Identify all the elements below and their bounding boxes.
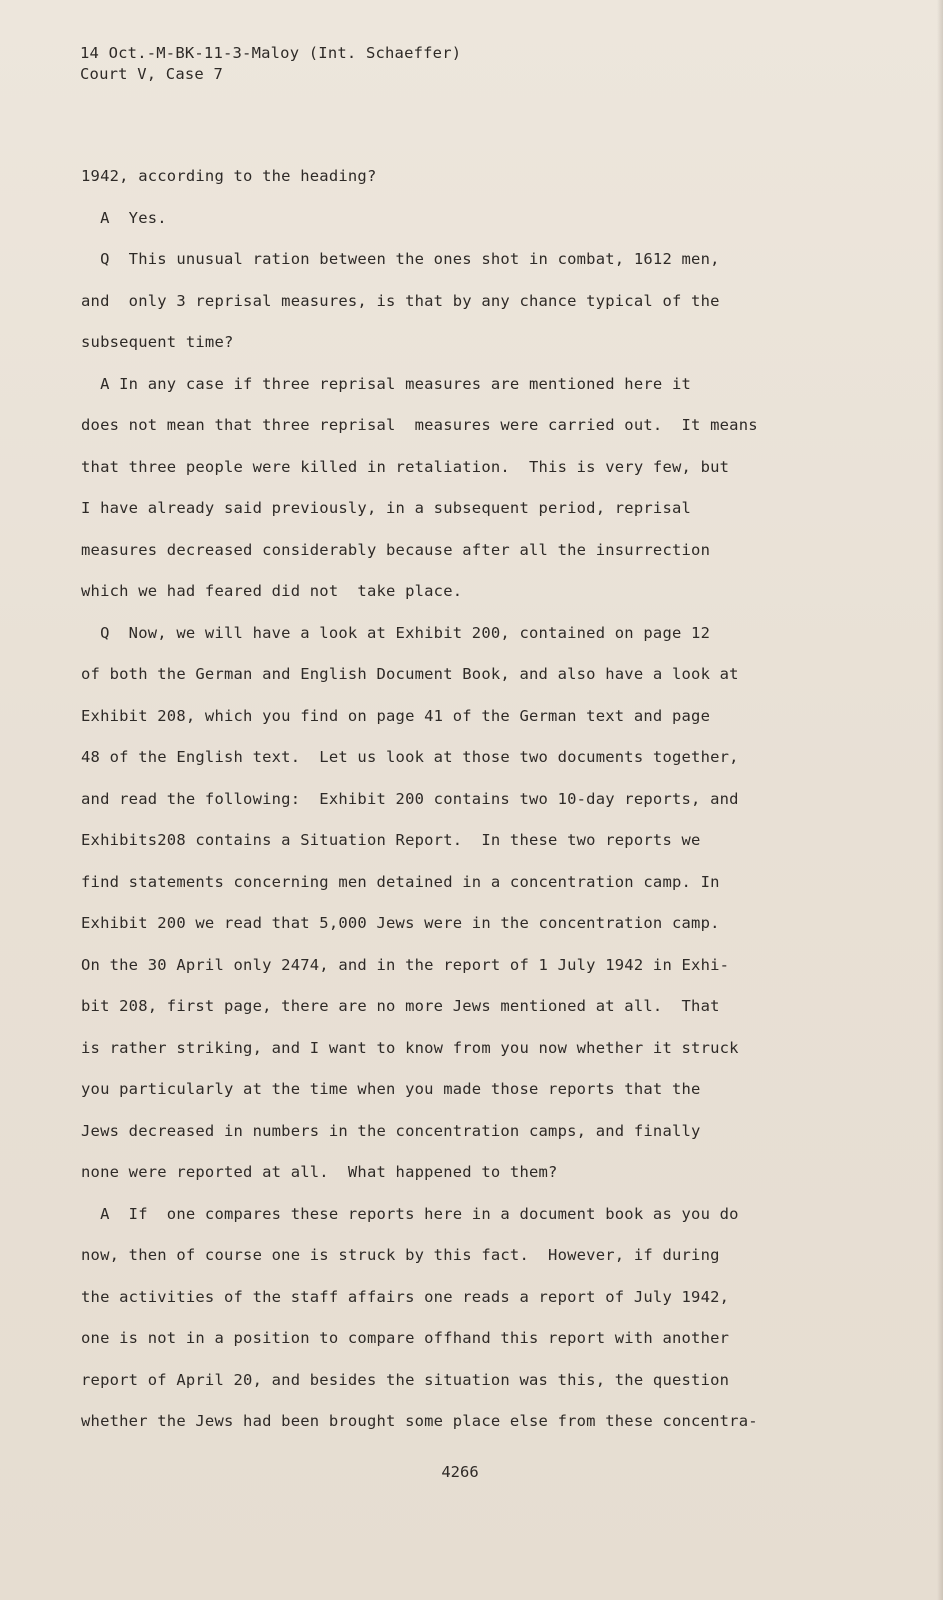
body-line: the activities of the staff affairs one reads a report of July 1942,: [81, 1287, 730, 1306]
body-line: none were reported at all. What happened to them?: [81, 1163, 558, 1181]
body-line: On the 30 April only 2474, and in the report of 1 July 1942 in Exhi-: [81, 955, 730, 974]
body-line: is rather striking, and I want to know from you now whether it struck: [81, 1038, 739, 1057]
body-line: report of April 20, and besides the situation was this, the question: [81, 1370, 730, 1389]
body-line: does not mean that three reprisal measures were carried out. It means: [81, 416, 758, 434]
body-line: Jews decreased in numbers in the concentration camps, and finally: [81, 1121, 701, 1140]
body-line: Exhibit 208, which you find on page 41 of the German text and page: [81, 706, 711, 725]
transcript-body: [81, 164, 911, 1451]
body-line: bit 208, first page, there are no more Jews mentioned at all. That: [81, 997, 720, 1015]
body-line: now, then of course one is struck by this fact. However, if during: [81, 1246, 720, 1264]
body-line: and read the following: Exhibit 200 contains two 10-day reports, and: [81, 789, 739, 808]
body-line: Q This unusual ration between the ones shot in combat, 1612 men,: [81, 250, 720, 268]
body-line: one is not in a position to compare offhand this report with another: [81, 1329, 730, 1347]
body-line: A In any case if three reprisal measures are mentioned here it: [81, 374, 692, 393]
body-line: Exhibit 200 we read that 5,000 Jews were in the concentration camp.: [81, 914, 720, 932]
header-line-2: Court V, Case 7: [80, 65, 223, 83]
body-line: and only 3 reprisal measures, is that by any chance typical of the: [81, 291, 720, 310]
body-line: I have already said previously, in a subsequent period, reprisal: [81, 499, 692, 517]
body-line: you particularly at the time when you made those reports that the: [81, 1080, 701, 1098]
body-line: find statements concerning men detained in a concentration camp. In: [81, 872, 720, 891]
body-line: A Yes.: [81, 208, 167, 227]
body-line: Q Now, we will have a look at Exhibit 200, contained on page 12: [81, 623, 711, 642]
body-line: 1942, according to the heading?: [81, 167, 377, 185]
header-line-1: 14 Oct.-M-BK-11-3-Maloy (Int. Schaeffer): [80, 44, 462, 62]
page-number: 4266: [441, 1463, 479, 1481]
body-line: which we had feared did not take place.: [81, 582, 463, 600]
body-line: subsequent time?: [81, 333, 234, 351]
body-line: of both the German and English Document Book, and also have a look at: [81, 665, 739, 683]
body-line: 48 of the English text. Let us look at those two documents together,: [81, 748, 739, 766]
body-line: A If one compares these reports here in a document book as you do: [81, 1204, 739, 1223]
body-line: measures decreased considerably because after all the insurrection: [81, 540, 711, 559]
body-line: that three people were killed in retaliation. This is very few, but: [81, 457, 730, 476]
document-header: [80, 43, 461, 85]
body-line: whether the Jews had been brought some place else from these concentra-: [81, 1412, 758, 1430]
paper-edge-shadow: [937, 0, 943, 1600]
body-line: Exhibits208 contains a Situation Report. In these two reports we: [81, 831, 701, 849]
